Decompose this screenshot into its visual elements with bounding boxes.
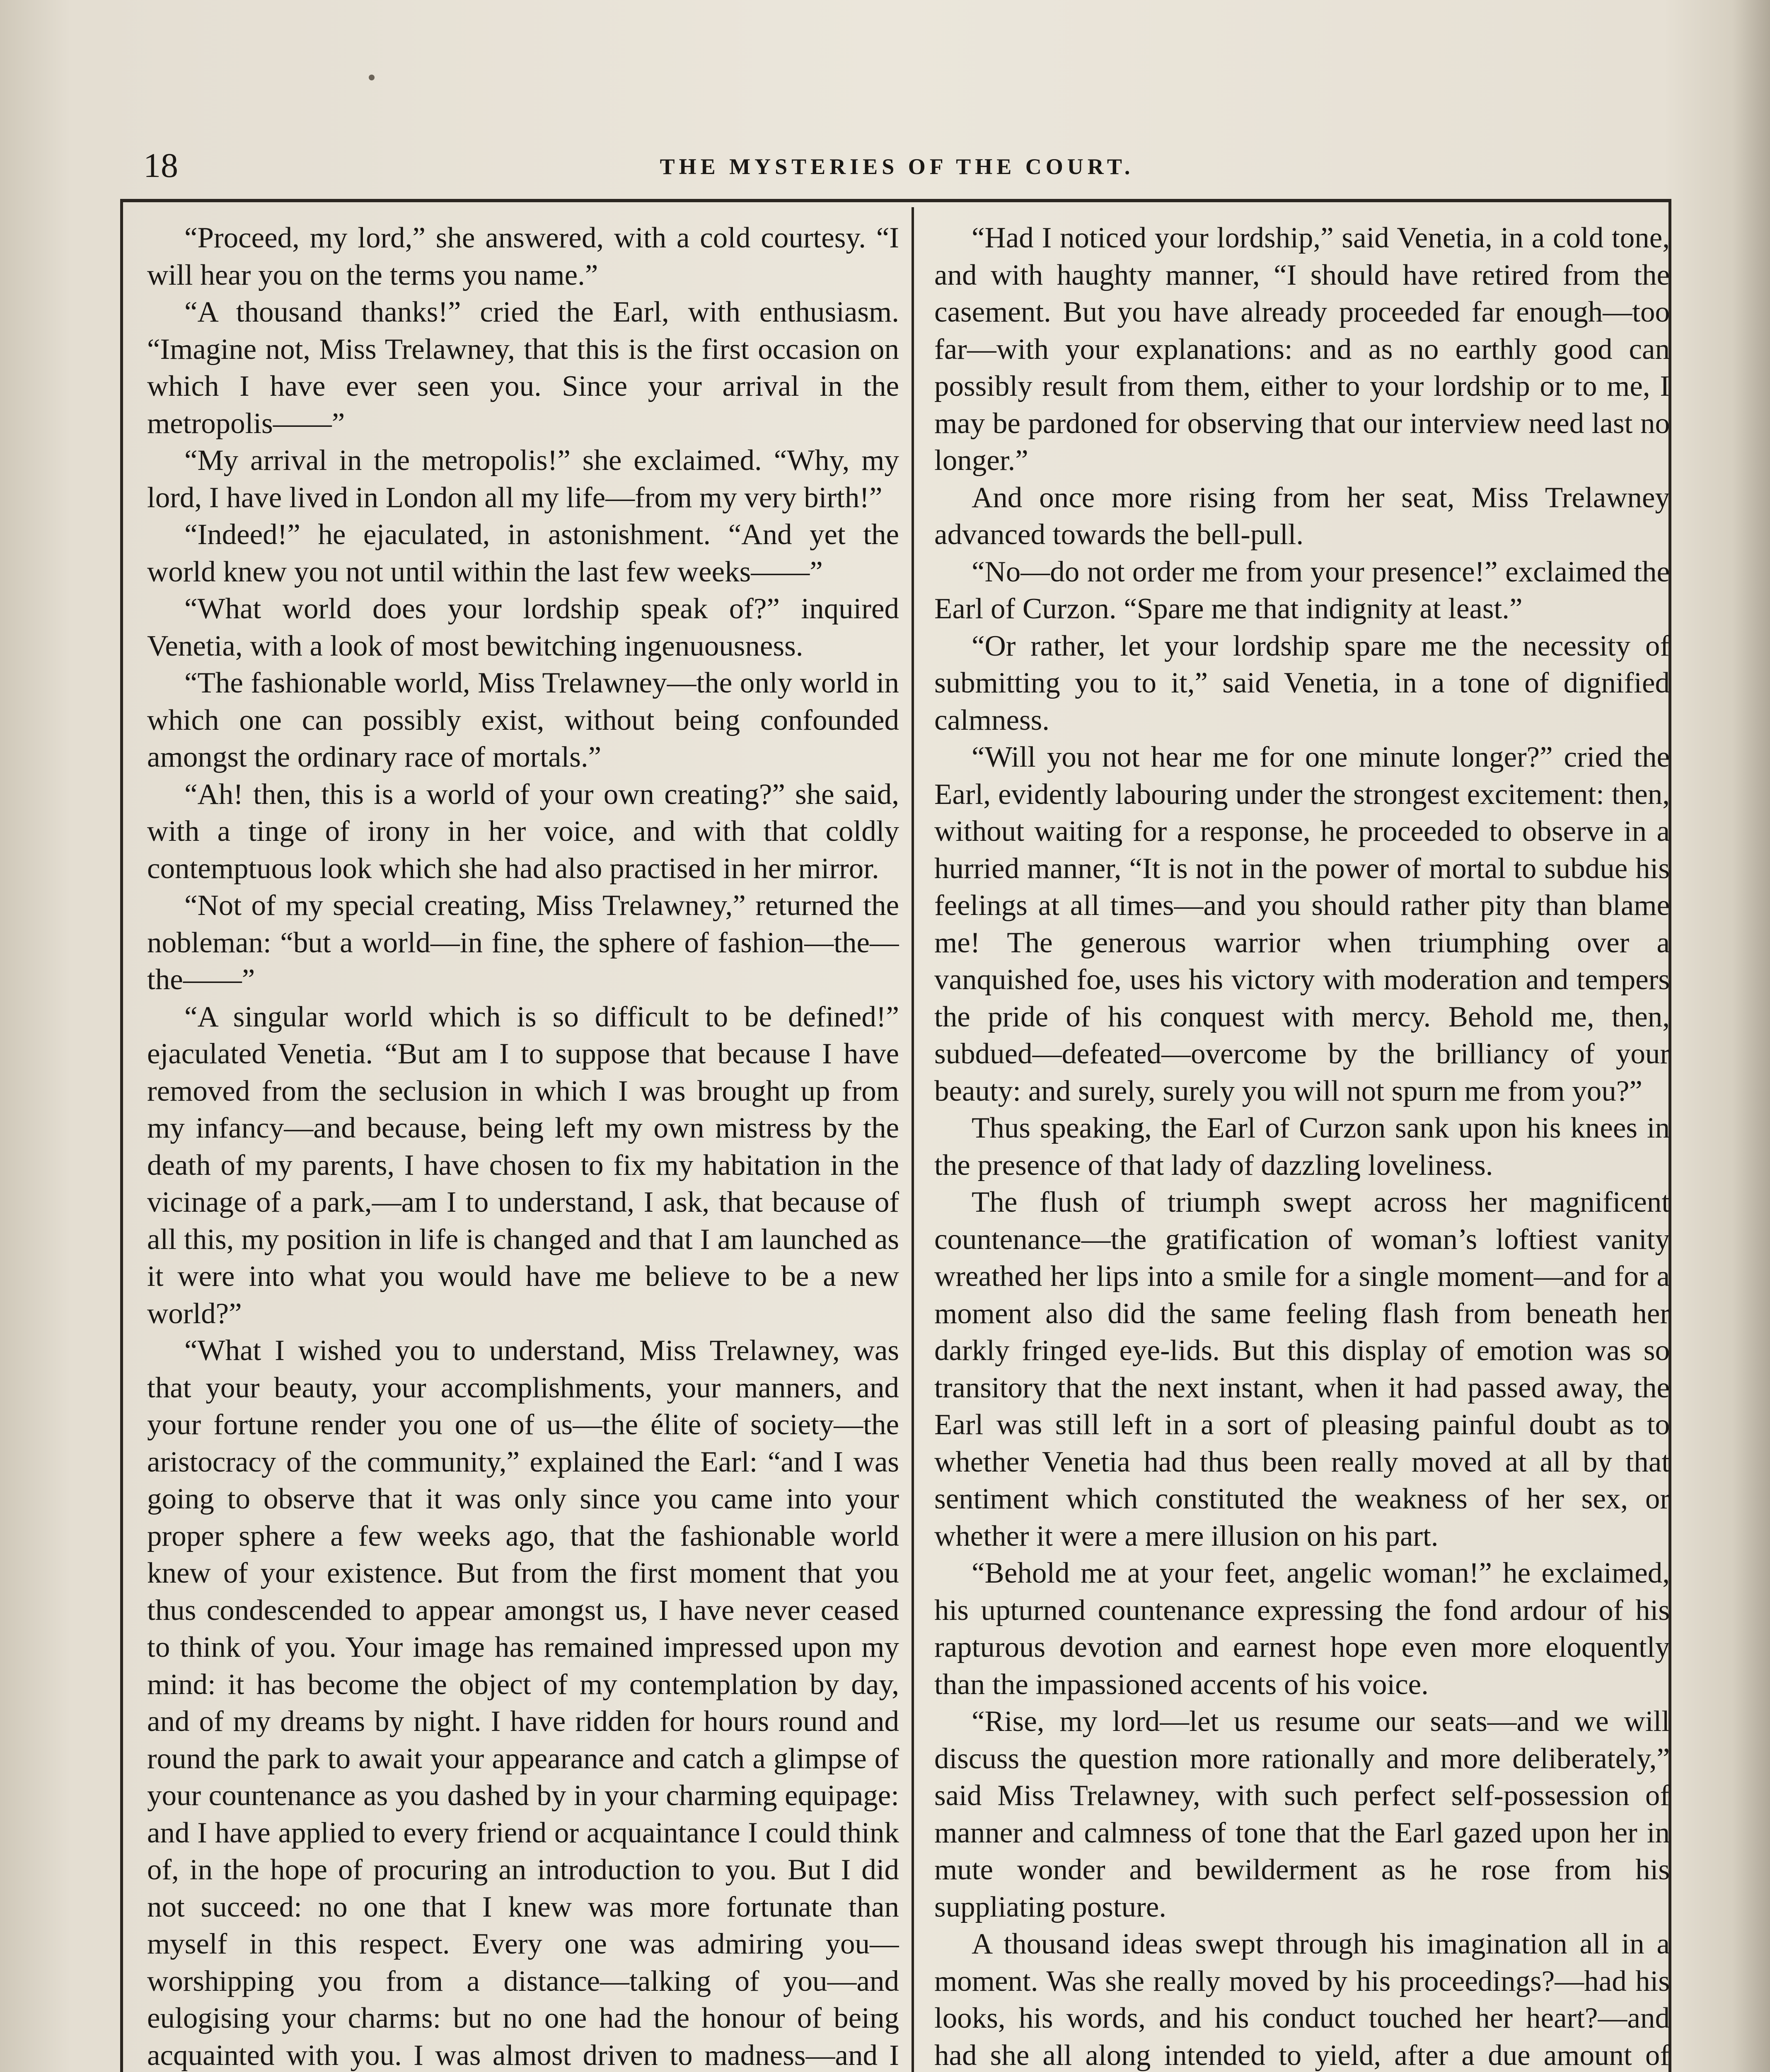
left-column (147, 220, 899, 2072)
ink-speck (369, 75, 375, 80)
paragraph: A thousand ideas swept through his imagination all in a moment. Was she really moved by his proceedings?—had his looks, his words, and his conduct touched her heart?—and had she all along intended to yield, after a due amount of (934, 1928, 1670, 2072)
paragraph: “Not of my special creating, Miss Trelawney,” returned the nobleman: “but a world—in fine, the sphere of fashion—the—the——” (147, 889, 899, 996)
page-number: 18 (143, 146, 178, 185)
paragraph: “What world does your lordship speak of?” inquired Venetia, with a look of most bewitching ingenuousness. (147, 593, 899, 662)
paragraph: Thus speaking, the Earl of Curzon sank upon his knees in the presence of that lady of dazzling loveliness. (934, 1112, 1670, 1181)
page-header (120, 141, 1674, 199)
paragraph: “Behold me at your feet, angelic woman!” he exclaimed, his upturned countenance expressing the fond ardour of his rapturous devotion and earnest hope even more eloquently than the impassioned accents of his voice. (934, 1557, 1670, 1701)
paragraph: And once more rising from her seat, Miss Trelawney advanced towards the bell-pull. (934, 481, 1670, 551)
paragraph: “The fashionable world, Miss Trelawney—the only world in which one can possibly exist, without being confounded amongst the ordinary race of mortals.” (147, 667, 899, 773)
spine-shadow (1733, 0, 1770, 2072)
paragraph: “Proceed, my lord,” she answered, with a cold courtesy. “I will hear you on the terms you name.” (147, 222, 899, 291)
paragraph: The flush of triumph swept across her magnificent countenance—the gratification of woman’s loftiest vanity wreathed her lips into a smile for a single moment—and for a moment also did the same feeling flash from beneath her darkly fringed eye-lids. But this display of emotion was so transitory that the next instant, when it had passed away, the Earl was still left in a sort of pleasing painful doubt as to whether Venetia had thus been really moved at all by that sentiment which constituted the weakness of her sex, or whether it were a mere illusion on his part. (934, 1186, 1670, 1552)
paragraph: “No—do not order me from your presence!” exclaimed the Earl of Curzon. “Spare me that indignity at least.” (934, 555, 1670, 625)
paragraph: “Or rather, let your lordship spare me the necessity of submitting you to it,” said Venetia, in a tone of dignified calmness. (934, 629, 1670, 736)
paragraph: “A singular world which is so difficult to be defined!” ejaculated Venetia. “But am I to suppose that because I have removed from the seclusion in which I was brought up from my infancy—and because, being left my own mistress by the death of my parents, I have chosen to fix my habitation in the vicinage of a park,—am I to understand, I ask, that because of all this, my position in life is changed and that I am launched as it were into what you would have me believe to be a new world?” (147, 1000, 899, 1330)
paragraph: “Rise, my lord—let us resume our seats—and we will discuss the question more rationally and more deliberately,” said Miss Trelawney, with such perfect self-possession of manner and calmness of tone that the Earl gazed upon her in mute wonder and bewilderment as he rose from his suppliating posture. (934, 1705, 1670, 1923)
paragraph: “A thousand thanks!” cried the Earl, with enthusiasm. “Imagine not, Miss Trelawney, that this is the first occasion on which I have ever seen you. Since your arrival in the metropolis——” (147, 296, 899, 440)
paragraph: “What I wished you to understand, Miss Trelawney, was that your beauty, your accomplishments, your manners, and your fortune render you one of us—the élite of society—the aristocracy of the community,” explained the Earl: “and I was going to observe that it was only since you came into your proper sphere a few weeks ago, that the fashionable world knew of your existence. But from the first moment that you thus condescended to appear amongst us, I have never ceased to think of you. Your image has remained impressed upon my mind: it has become the object of my contemplation by day, and of my dreams by night. I have ridden for hours round and round the park to await your appearance and catch a glimpse of your countenance as you dashed by in your charming equipage: and I have applied to every friend or acquaintance I could think of, in the hope of procuring an introduction to you. But I did not succeed: no one that I knew was more fortunate than myself in this respect. Every one was admiring you—worshipping you from a distance—talking of you—and eulogising your charms: but no one had the honour of being acquainted with you. I was almost driven to madness—and I (147, 1334, 899, 2072)
paragraph: “My arrival in the metropolis!” she exclaimed. “Why, my lord, I have lived in London all my life—from my very birth!” (147, 444, 899, 514)
column-divider (912, 207, 914, 2072)
paragraph: “Will you not hear me for one minute longer?” cried the Earl, evidently labouring under the strongest excitement: then, without waiting for a response, he proceeded to observe in a hurried manner, “It is not in the power of mortal to subdue his feelings at all times—and you should rather pity than blame me! The generous warrior when triumphing over a vanquished foe, uses his victory with moderation and tempers the pride of his conquest with mercy. Behold me, then, subdued—defeated—overcome by the brilliancy of your beauty: and surely, surely you will not spurn me from you?” (934, 741, 1670, 1107)
paragraph: “Indeed!” he ejaculated, in astonishment. “And yet the world knew you not until within the last few weeks——” (147, 518, 899, 588)
paragraph: “Ah! then, this is a world of your own creating?” she said, with a tinge of irony in her voice, and with that coldly contemptuous look which she had also practised in her mirror. (147, 778, 899, 885)
running-title: THE MYSTERIES OF THE COURT. (660, 154, 1134, 179)
right-column (934, 220, 1670, 2072)
paragraph: “Had I noticed your lordship,” said Venetia, in a cold tone, and with haughty manner, “I should have retired from the casement. But you have already proceeded far enough—too far—with your explanations: and as no earthly good can possibly result from them, either to your lordship or to me, I may be pardoned for observing that our interview need last no longer.” (934, 222, 1670, 477)
